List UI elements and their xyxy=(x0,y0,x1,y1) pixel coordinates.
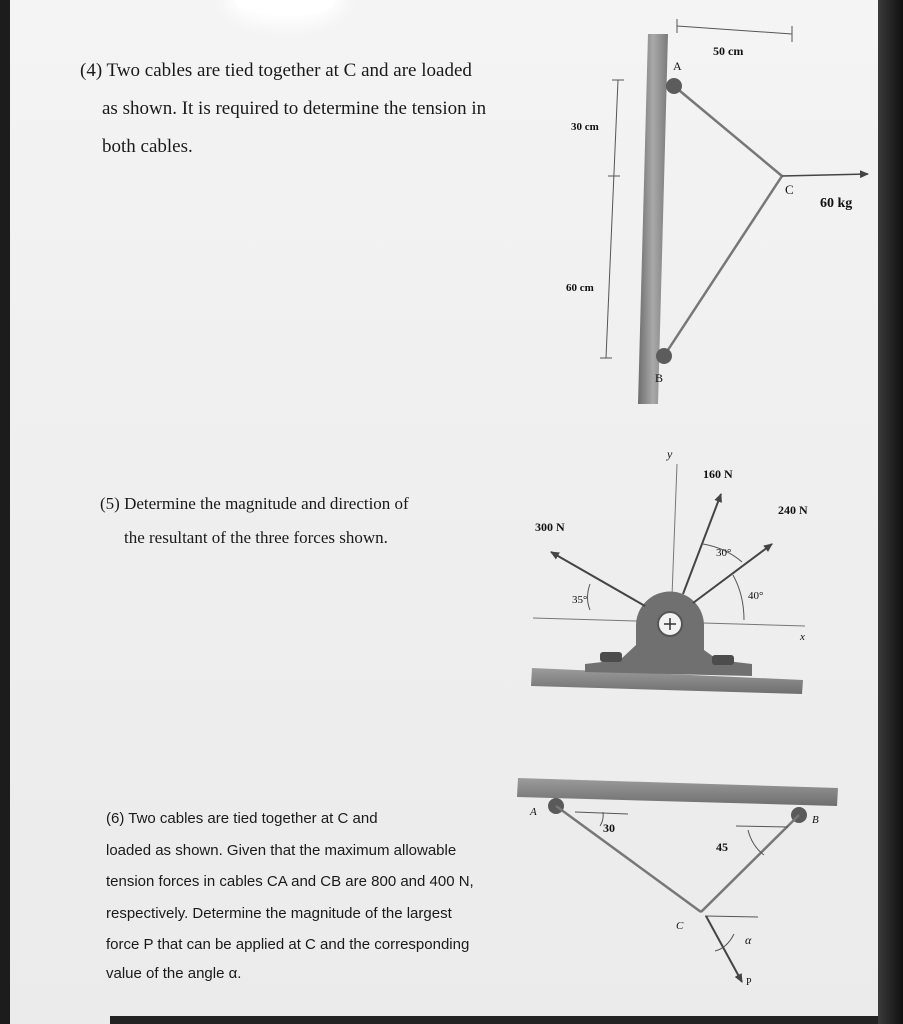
label-b: B xyxy=(655,371,664,385)
label-c: C xyxy=(676,920,684,932)
y-axis-label: y xyxy=(667,447,673,461)
ref-line-a xyxy=(575,812,628,814)
force-160n-arrow xyxy=(683,494,721,594)
ceiling-beam xyxy=(517,778,838,806)
load-arrow xyxy=(782,174,868,176)
figure-5 xyxy=(531,447,808,694)
problem-4-line-1: (4) Two cables are tied together at C and are loaded xyxy=(80,60,472,81)
ref-line-b xyxy=(736,826,788,827)
force-p-arrow xyxy=(706,916,742,982)
dim-line-vertical xyxy=(606,80,618,358)
force-240n-label: 240 N xyxy=(778,503,808,517)
problem-6-line-2: loaded as shown. Given that the maximum allowable xyxy=(106,842,457,859)
load-label: 60 kg xyxy=(820,196,853,211)
y-axis xyxy=(672,464,677,596)
dim-label-50cm: 50 cm xyxy=(713,44,744,58)
angle-alpha-label: α xyxy=(745,933,752,947)
bolt-right xyxy=(712,655,734,665)
label-a: A xyxy=(673,59,682,73)
problem-4-line-2: as shown. It is required to determine the tension in xyxy=(102,98,487,119)
support-b xyxy=(656,348,672,364)
cable-ca xyxy=(556,806,701,912)
label-a: A xyxy=(530,806,537,818)
angle-a-label: 30 xyxy=(603,821,615,835)
problem-5-line-1: (5) Determine the magnitude and direction of xyxy=(100,494,409,513)
angle-arc-40 xyxy=(733,575,744,620)
dim-label-30cm: 30 cm xyxy=(571,121,599,133)
angle-40-label: 40° xyxy=(748,590,764,602)
angle-arc-35 xyxy=(588,584,591,610)
force-300n-label: 300 N xyxy=(535,520,565,534)
cable-cb xyxy=(664,176,782,356)
force-160n-label: 160 N xyxy=(703,467,733,481)
cable-ac xyxy=(674,86,782,176)
label-c: C xyxy=(785,182,794,197)
problem-6-line-5: force P that can be applied at C and the corresponding xyxy=(106,936,470,953)
figure-4 xyxy=(566,19,868,404)
figure-6 xyxy=(517,778,838,988)
force-p-label: P xyxy=(746,977,752,988)
label-b: B xyxy=(812,814,819,826)
problem-6-line-4: respectively. Determine the magnitude of the largest xyxy=(106,905,452,922)
angle-b-label: 45 xyxy=(716,840,728,854)
problem-5-line-2: the resultant of the three forces shown. xyxy=(124,528,388,547)
ref-line-c xyxy=(705,916,758,917)
support-a xyxy=(666,78,682,94)
bolt-left xyxy=(600,652,622,662)
problem-6-line-6: value of the angle α. xyxy=(106,965,242,982)
problem-6-line-3: tension forces in cables CA and CB are 800 and 400 N, xyxy=(106,873,474,890)
problem-6-line-1: (6) Two cables are tied together at C and xyxy=(106,810,378,827)
cable-cb xyxy=(701,815,799,912)
dim-label-60cm: 60 cm xyxy=(566,282,594,294)
angle-35-label: 35° xyxy=(572,594,588,606)
force-300n-arrow xyxy=(551,552,645,606)
x-axis-label: x xyxy=(800,631,805,643)
dim-line-top xyxy=(677,26,792,34)
angle-30-label: 30° xyxy=(716,547,732,559)
problem-4-line-3: both cables. xyxy=(102,136,193,157)
